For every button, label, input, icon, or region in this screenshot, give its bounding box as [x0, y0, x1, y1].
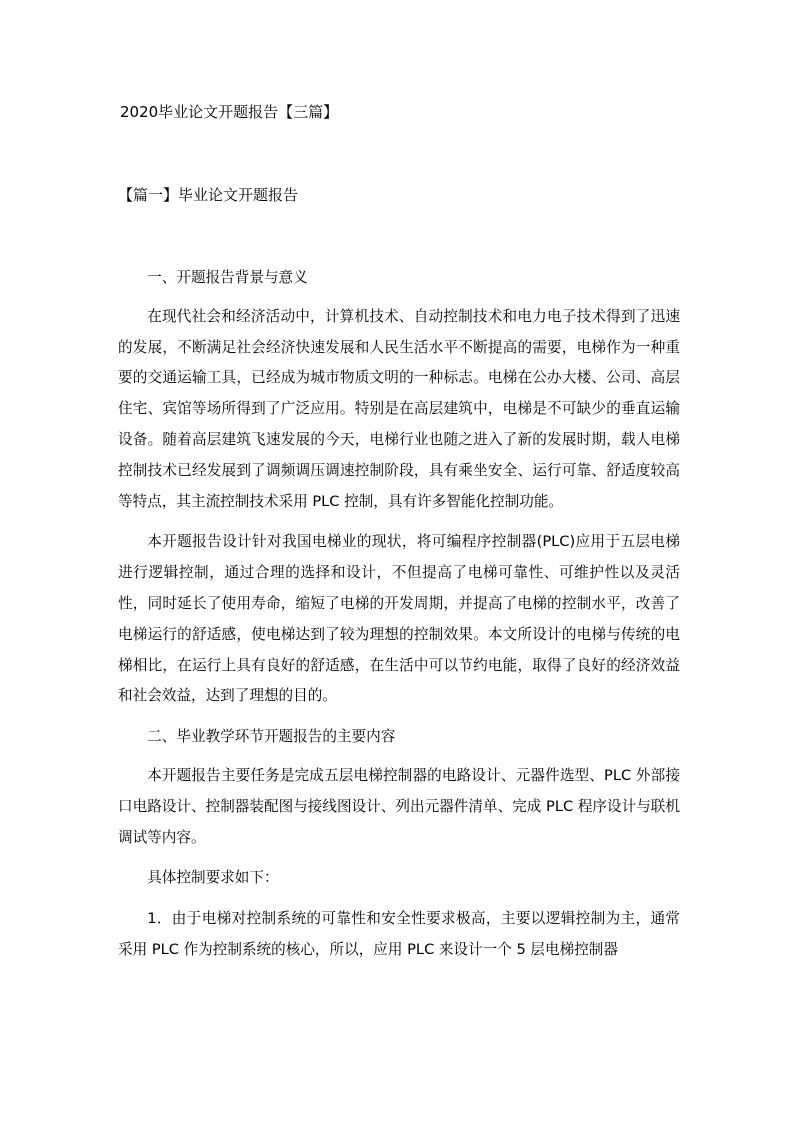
heading-background-significance: 一、开题报告背景与意义	[147, 269, 308, 286]
section-title: 【篇一】毕业论文开题报告	[118, 186, 299, 204]
document-body	[118, 263, 680, 976]
heading-main-content: 二、毕业教学环节开题报告的主要内容	[147, 728, 396, 746]
paragraph-background: 在现代社会和经济活动中，计算机技术、自动控制技术和电力电子技术得到了迅速的发展，不断满足社会经济快速发展和人民生活水平不断提高的需要，电梯作为一种重要的交通运输工具，已经成为城市物质文明的一种标志。电梯在公办大楼、公司、高层住宅、宾馆等场所得到了广泛应用。特别是在高层建筑中，电梯是不可缺少的垂直运输设备。随着高层建筑飞速发展的今天，电梯行业也随之进入了新的发展时期，载人电梯控制技术已经发展到了调频调压调速控制阶段，具有乘坐安全、运行可靠、舒适度较高等特点，其主流控制技术采用 PLC 控制，具有许多智能化控制功能。	[118, 307, 680, 510]
paragraph-main-tasks: 本开题报告主要任务是完成五层电梯控制器的电路设计、元器件选型、PLC 外部接口电路设计、控制器装配图与接线图设计、列出元器件清单、完成 PLC 程序设计与联机调试等内容。	[118, 766, 680, 846]
paragraph-design-summary: 本开题报告设计针对我国电梯业的现状，将可编程序控制器(PLC)应用于五层电梯进行逻辑控制，通过合理的选择和设计，不但提高了电梯可靠性、可维护性以及灵活性，同时延长了使用寿命，缩短了电梯的开发周期，并提高了电梯的控制水平，改善了电梯运行的舒适感，使电梯达到了较为理想的控制效果。本文所设计的电梯与传统的电梯相比，在运行上具有良好的舒适感，在生活中可以节约电能，取得了良好的经济效益和社会效益，达到了理想的目的。	[118, 533, 680, 705]
paragraph-control-requirements-intro: 具体控制要求如下：	[147, 869, 279, 887]
document-title: 2020毕业论文开题报告【三篇】	[120, 103, 339, 121]
paragraph-requirement-1: 1．由于电梯对控制系统的可靠性和安全性要求极高，主要以逻辑控制为主，通常采用 PLC 作为控制系统的核心，所以，应用 PLC 来设计一个 5 层电梯控制器	[118, 910, 680, 958]
